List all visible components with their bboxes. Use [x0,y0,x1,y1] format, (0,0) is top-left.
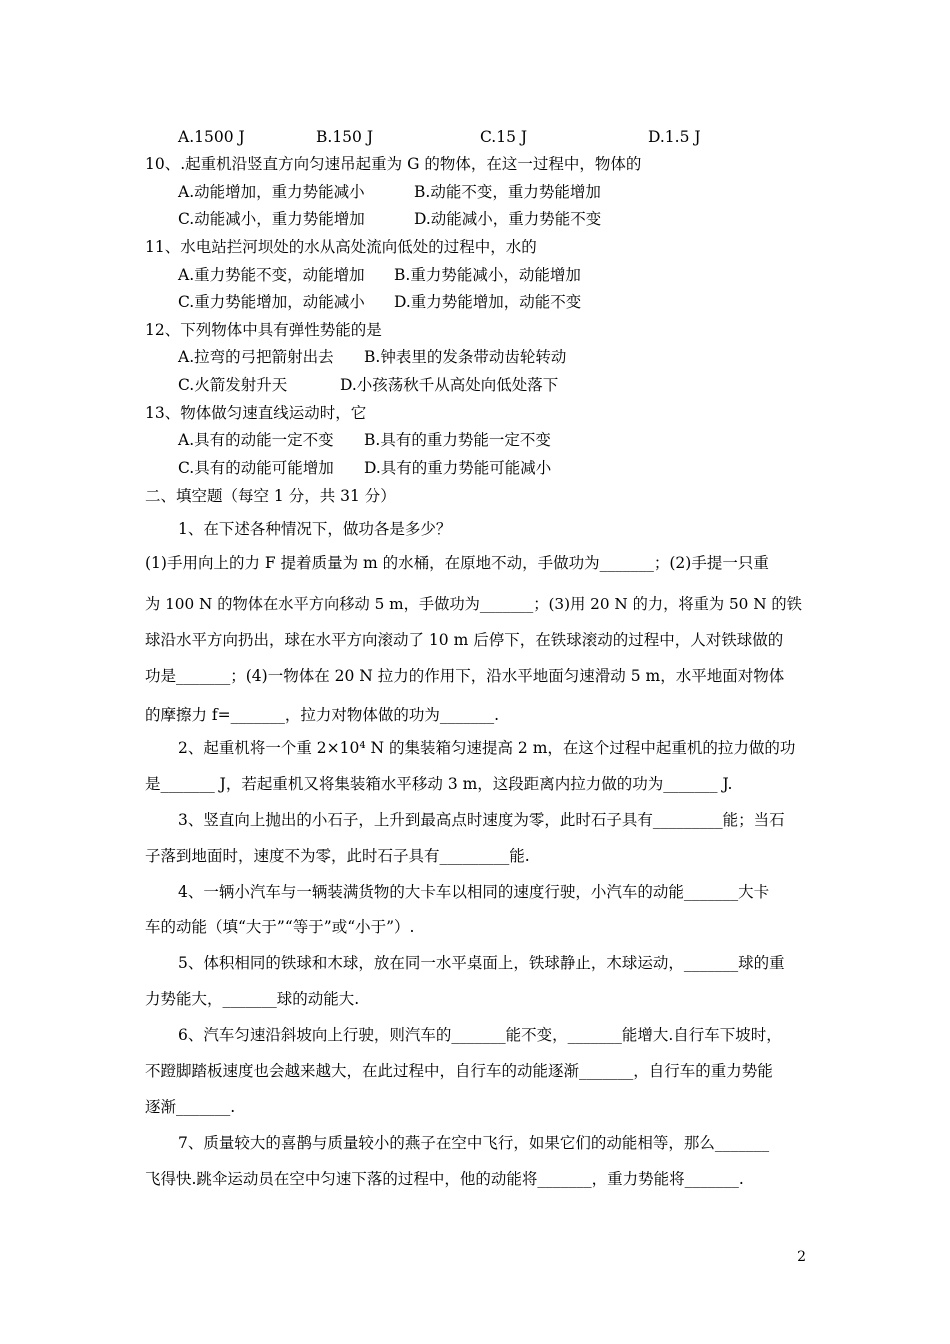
q11-option-c: C.重力势能增加，动能减小 [178,293,365,311]
q11-stem: 11、水电站拦河坝处的水从高处流向低处的过程中，水的 [145,238,537,256]
section-2-title: 二、填空题（每空 1 分，共 31 分） [145,487,396,505]
fill-q4-line2: 车的动能（填“大于”“等于”或“小于”）. [145,918,415,936]
fill-q5-line2: 力势能大，_______球的动能大. [145,990,360,1008]
fill-q5-line1: 5、体积相同的铁球和木球，放在同一水平桌面上，铁球静止，木球运动，_______球的重 [178,954,785,972]
fill-q4-line1: 4、一辆小汽车与一辆装满货物的大卡车以相同的速度行驶，小汽车的动能_______大卡 [178,883,770,901]
q13-option-a: A.具有的动能一定不变 [178,431,334,449]
q12-stem: 12、下列物体中具有弹性势能的是 [145,321,382,339]
q12-option-c: C.火箭发射升天 [178,376,288,394]
q10-option-d: D.动能减小，重力势能不变 [414,210,602,228]
q9-option-c: C.15 J [480,128,528,146]
fill-q2-line2: 是_______ J，若起重机又将集装箱水平移动 3 m，这段距离内拉力做的功为_______ J. [145,775,733,793]
q9-option-b: B.150 J [316,128,374,146]
fill-q1-line5: 的摩擦力 f=_______，拉力对物体做的功为_______. [145,706,500,724]
q13-option-b: B.具有的重力势能一定不变 [364,431,551,449]
q10-option-b: B.动能不变，重力势能增加 [414,183,601,201]
q9-option-d: D.1.5 J [648,128,701,146]
q13-option-c: C.具有的动能可能增加 [178,459,334,477]
q12-option-a: A.拉弯的弓把箭射出去 [178,348,334,366]
q12-option-b: B.钟表里的发条带动齿轮转动 [364,348,567,366]
fill-q3-line2: 子落到地面时，速度不为零，此时石子具有_________能. [145,847,530,865]
fill-q2-line1: 2、起重机将一个重 2×10⁴ N 的集装箱匀速提高 2 m，在这个过程中起重机的拉力做的功 [178,739,796,757]
fill-q1-line3: 球沿水平方向扔出，球在水平方向滚动了 10 m 后停下，在铁球滚动的过程中，人对铁球做的 [145,631,784,649]
fill-q1-line4: 功是_______；(4)一物体在 20 N 拉力的作用下，沿水平地面匀速滑动 5 m，水平地面对物体 [145,667,785,685]
q11-option-d: D.重力势能增加，动能不变 [394,293,582,311]
q13-stem: 13、物体做匀速直线运动时，它 [145,404,367,422]
fill-q3-line1: 3、竖直向上抛出的小石子，上升到最高点时速度为零，此时石子具有_________能；当石 [178,811,785,829]
fill-q6-line3: 逐渐_______. [145,1098,236,1116]
fill-q7-line1: 7、质量较大的喜鹊与质量较小的燕子在空中飞行，如果它们的动能相等，那么_______ [178,1134,770,1152]
fill-q6-line2: 不蹬脚踏板速度也会越来越大，在此过程中，自行车的动能逐渐_______，自行车的重力势能 [145,1062,773,1080]
q11-option-b: B.重力势能减小，动能增加 [394,266,581,284]
q10-option-a: A.动能增加，重力势能减小 [178,183,365,201]
fill-q7-line2: 飞得快.跳伞运动员在空中匀速下落的过程中，他的动能将_______，重力势能将_______. [145,1170,744,1188]
q12-option-d: D.小孩荡秋千从高处向低处落下 [340,376,559,394]
q13-option-d: D.具有的重力势能可能减小 [364,459,552,477]
page-number: 2 [797,1249,806,1265]
fill-q1-intro: 1、在下述各种情况下，做功各是多少？ [178,520,452,538]
q9-option-a: A.1500 J [178,128,245,146]
fill-q6-line1: 6、汽车匀速沿斜坡向上行驶，则汽车的_______能不变，_______能增大.自行车下坡时， [178,1026,782,1044]
fill-q1-line2: 为 100 N 的物体在水平方向移动 5 m，手做功为_______；(3)用 20 N 的力，将重为 50 N 的铁 [145,595,802,613]
q10-option-c: C.动能减小，重力势能增加 [178,210,365,228]
q10-stem: 10、.起重机沿竖直方向匀速吊起重为 G 的物体，在这一过程中，物体的 [145,155,642,173]
fill-q1-line1: (1)手用向上的力 F 提着质量为 m 的水桶，在原地不动，手做功为_______；(2)手提一只重 [145,554,769,572]
q11-option-a: A.重力势能不变，动能增加 [178,266,365,284]
